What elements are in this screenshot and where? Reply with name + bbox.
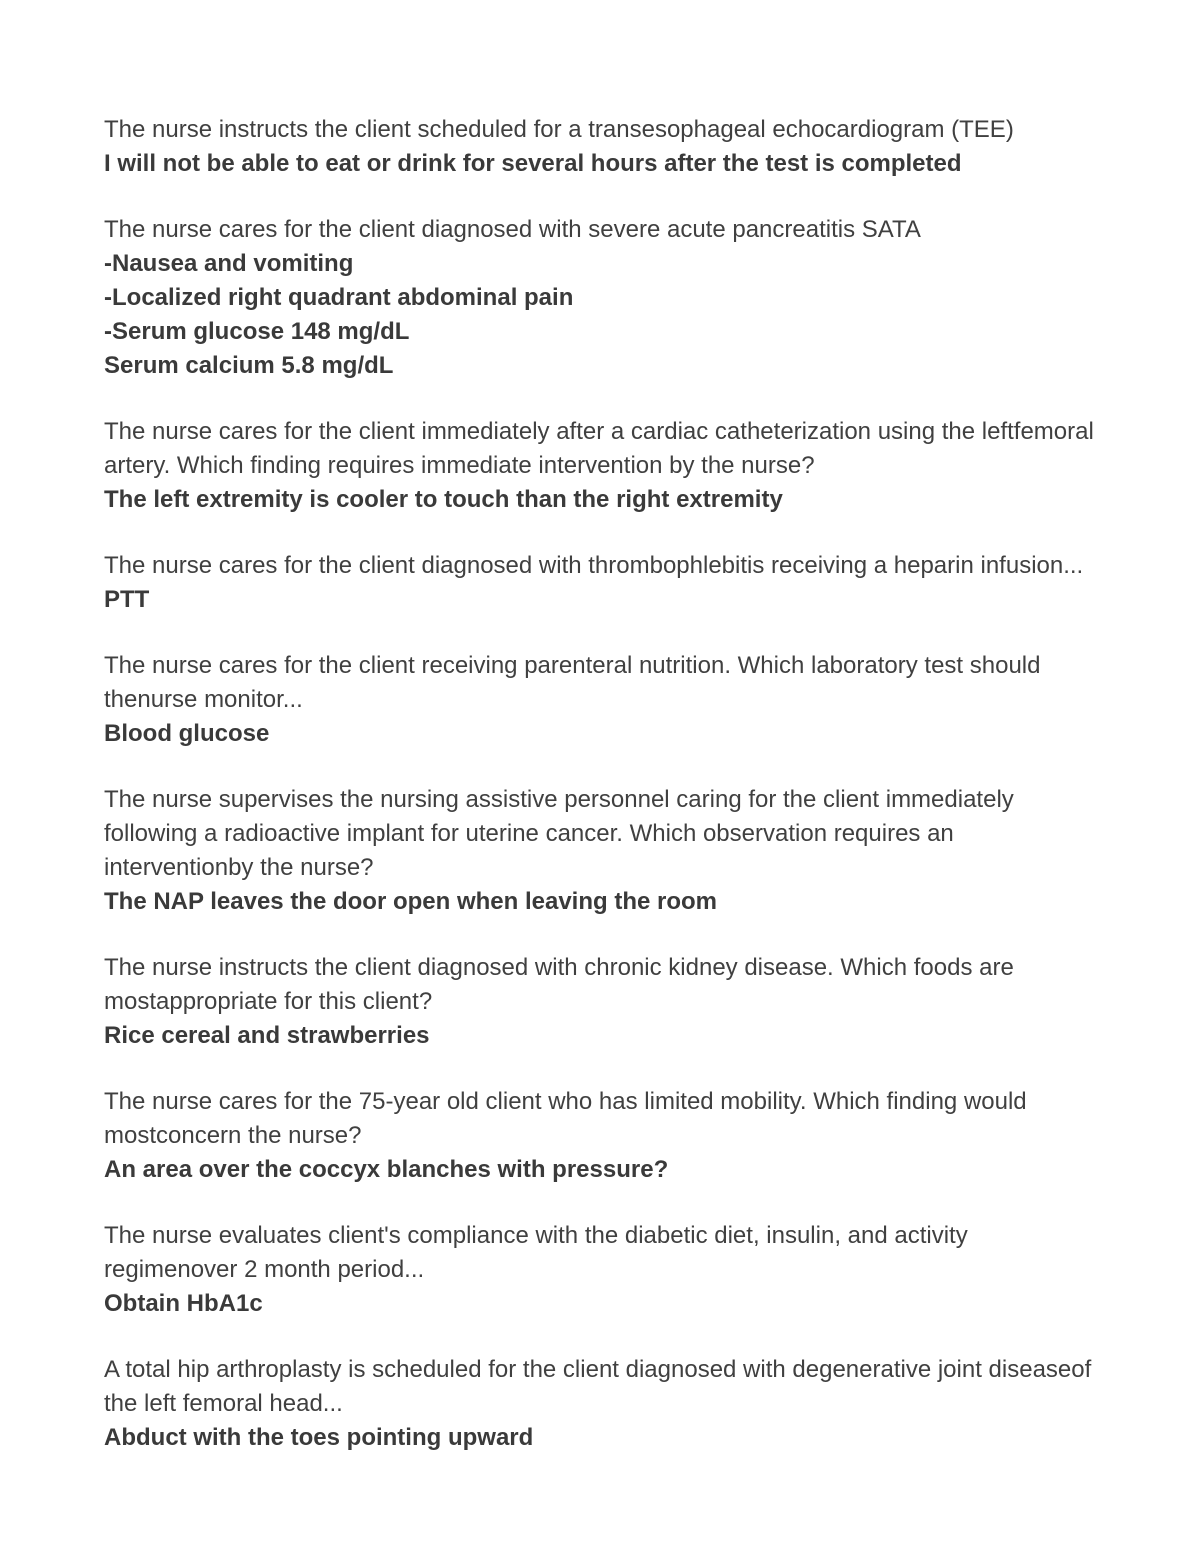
answer-text: Serum calcium 5.8 mg/dL xyxy=(104,352,394,379)
question-text: A total hip arthroplasty is scheduled for the client diagnosed with degenerative joint diseaseof the left femoral head... xyxy=(104,1356,1092,1417)
qa-item-4 xyxy=(104,549,1094,617)
answer-text: -Localized right quadrant abdominal pain xyxy=(104,284,574,311)
answer-text: The left extremity is cooler to touch than the right extremity xyxy=(104,486,783,513)
qa-item-5 xyxy=(104,649,1094,751)
question-text: The nurse cares for the client receiving parenteral nutrition. Which laboratory test should thenurse monitor... xyxy=(104,652,1041,713)
question-text: The nurse instructs the client scheduled for a transesophageal echocardiogram (TEE) xyxy=(104,116,1014,143)
qa-item-2 xyxy=(104,213,1094,383)
question-text: The nurse instructs the client diagnosed with chronic kidney disease. Which foods are mostappropriate for this client? xyxy=(104,954,1014,1015)
qa-item-6 xyxy=(104,783,1094,919)
question-text: The nurse supervises the nursing assistive personnel caring for the client immediately following a radioactive implant for uterine cancer. Which observation requires an interventionby the nurse? xyxy=(104,786,1014,881)
question-text: The nurse cares for the client diagnosed with severe acute pancreatitis SATA xyxy=(104,216,921,243)
answer-text: Abduct with the toes pointing upward xyxy=(104,1424,534,1451)
answer-text: PTT xyxy=(104,586,150,613)
answer-text: The NAP leaves the door open when leaving the room xyxy=(104,888,718,915)
qa-item-8 xyxy=(104,1085,1094,1187)
answer-text: Obtain HbA1c xyxy=(104,1290,263,1317)
answer-text: I will not be able to eat or drink for several hours after the test is completed xyxy=(104,150,962,177)
answer-text: An area over the coccyx blanches with pressure? xyxy=(104,1156,669,1183)
question-text: The nurse cares for the 75-year old client who has limited mobility. Which finding would mostconcern the nurse? xyxy=(104,1088,1027,1149)
answer-text: Blood glucose xyxy=(104,720,270,747)
question-text: The nurse cares for the client immediately after a cardiac catheterization using the leftfemoral artery. Which finding requires immediate intervention by the nurse? xyxy=(104,418,1094,479)
answer-text: Rice cereal and strawberries xyxy=(104,1022,430,1049)
qa-item-1 xyxy=(104,113,1094,181)
question-text: The nurse cares for the client diagnosed with thrombophlebitis receiving a heparin infusion... xyxy=(104,552,1084,579)
question-text: The nurse evaluates client's compliance with the diabetic diet, insulin, and activity regimenover 2 month period... xyxy=(104,1222,968,1283)
answer-text: -Nausea and vomiting xyxy=(104,250,354,277)
document-page xyxy=(104,113,1094,1487)
qa-item-10 xyxy=(104,1353,1094,1455)
qa-item-3 xyxy=(104,415,1094,517)
qa-item-7 xyxy=(104,951,1094,1053)
answer-text: -Serum glucose 148 mg/dL xyxy=(104,318,410,345)
qa-item-9 xyxy=(104,1219,1094,1321)
